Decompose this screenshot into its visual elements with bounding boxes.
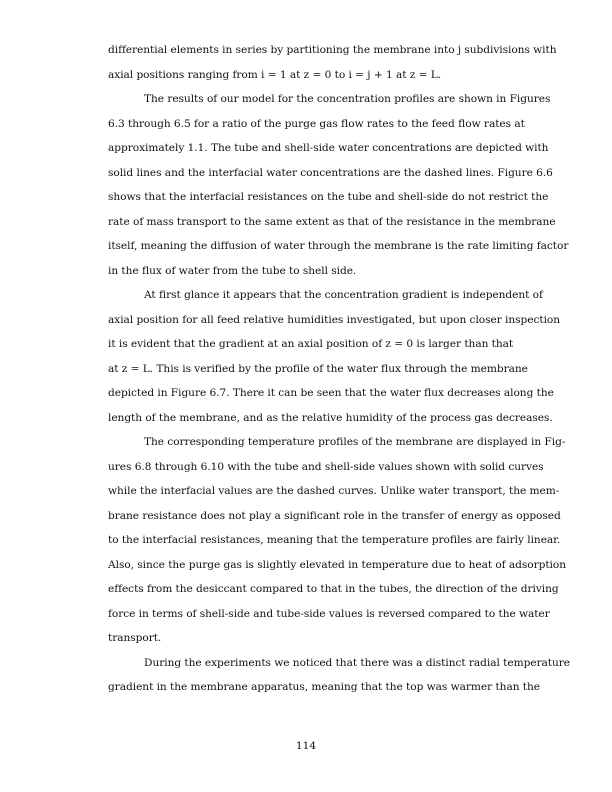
- text-line: to the interfacial resistances, meaning that the temperature profiles are fairly linear.: [108, 534, 561, 546]
- text-line: During the experiments we noticed that there was a distinct radial temperature: [144, 656, 571, 669]
- text-line: The results of our model for the concentration profiles are shown in Figures: [144, 93, 551, 105]
- text-line: approximately 1.1. The tube and shell-side water concentrations are depicted with: [108, 142, 549, 154]
- text-line: itself, meaning the diffusion of water through the membrane is the rate limiting factor: [108, 240, 569, 252]
- text-line: brane resistance does not play a significant role in the transfer of energy as opposed: [108, 509, 561, 522]
- text-line: The corresponding temperature profiles of the membrane are displayed in Fig-: [144, 436, 566, 448]
- text-line: differential elements in series by partitioning the membrane into j subdivisions with: [108, 44, 557, 56]
- text-line: while the interfacial values are the dashed curves. Unlike water transport, the mem-: [108, 485, 560, 497]
- text-line: in the flux of water from the tube to shell side.: [108, 264, 357, 277]
- text-line: transport.: [108, 632, 162, 644]
- text-line: length of the membrane, and as the relative humidity of the process gas decreases.: [108, 411, 553, 424]
- text-line: depicted in Figure 6.7. There it can be seen that the water flux decreases along the: [108, 387, 554, 399]
- text-line: axial positions ranging from i = 1 at z = 0 to i = j + 1 at z = L.: [108, 68, 442, 81]
- text-line: At first glance it appears that the concentration gradient is independent of: [144, 289, 543, 301]
- text-line: 6.3 through 6.5 for a ratio of the purge gas flow rates to the feed flow rates at: [108, 117, 525, 130]
- text-line: force in terms of shell-side and tube-side values is reversed compared to the water: [108, 607, 550, 620]
- text-line: at z = L. This is verified by the profile of the water flux through the membrane: [108, 362, 528, 375]
- text-line: solid lines and the interfacial water concentrations are the dashed lines. Figure 6.6: [108, 166, 553, 179]
- page-body: [108, 38, 571, 700]
- text-line: axial position for all feed relative humidities investigated, but upon closer inspection: [108, 313, 561, 326]
- text-line: shows that the interfacial resistances on the tube and shell-side do not restrict the: [108, 191, 549, 203]
- text-line: it is evident that the gradient at an axial position of z = 0 is larger than that: [108, 338, 514, 350]
- page-number: 114: [295, 740, 317, 752]
- text-line: Also, since the purge gas is slightly elevated in temperature due to heat of adsorption: [108, 558, 566, 571]
- text-line: gradient in the membrane apparatus, meaning that the top was warmer than the: [108, 681, 541, 693]
- text-line: rate of mass transport to the same extent as that of the resistance in the membrane: [108, 215, 556, 228]
- text-line: ures 6.8 through 6.10 with the tube and shell-side values shown with solid curves: [108, 460, 544, 473]
- text-line: effects from the desiccant compared to that in the tubes, the direction of the driving: [108, 583, 559, 595]
